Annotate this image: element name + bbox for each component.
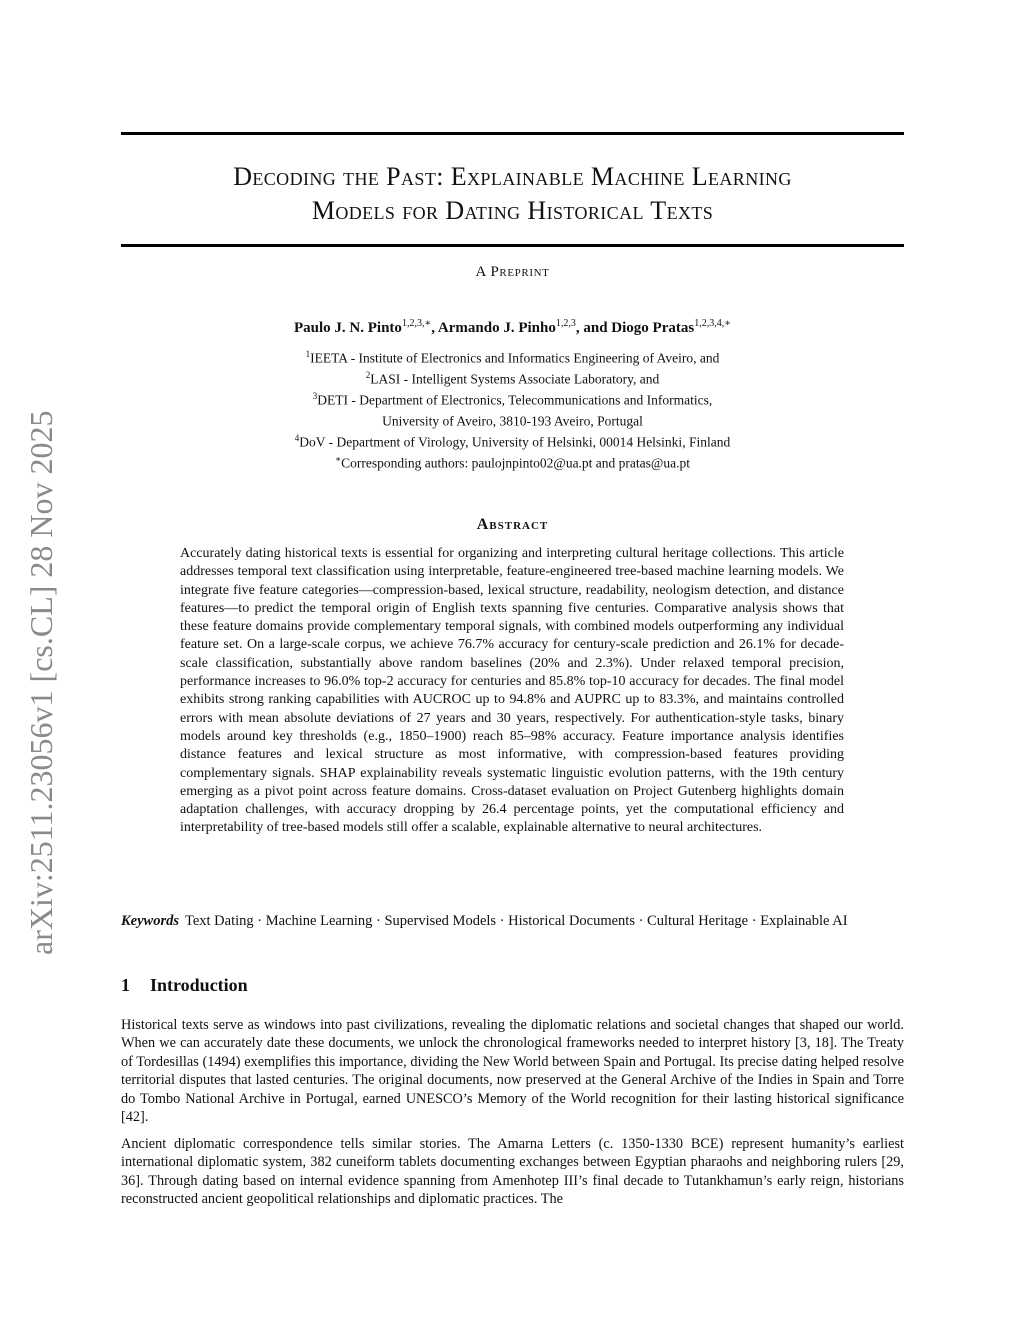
title-line-2: Models for Dating Historical Texts: [311, 196, 714, 225]
affiliation-text: DETI - Department of Electronics, Telecommunications and Informatics,: [317, 392, 713, 408]
title-line-1: Decoding the Past: Explainable Machine Learning: [233, 162, 792, 191]
arxiv-identifier: arXiv:2511.23056v1 [cs.CL] 28 Nov 2025: [23, 410, 59, 955]
title-rule-bottom: [121, 244, 904, 247]
keywords-label: Keywords: [121, 913, 179, 929]
affiliation-text: University of Aveiro, 3810-193 Aveiro, Portugal: [382, 413, 643, 429]
section-title: Introduction: [150, 975, 248, 995]
body-paragraph: Ancient diplomatic correspondence tells similar stories. The Amarna Letters (c. 1350-1330 BCE) represent humanity’s earliest international diplomatic system, 382 cuneiform tablets documenting exchanges between Egyptian pharaohs and neighboring rulers [29, 36]. Through dating based on internal evidence spanning from Amenhotep III’s final decade to Tutankhamun’s early reign, historians reconstructed ancient geopolitical relationships and diplomatic practices. The: [121, 1136, 904, 1208]
abstract-heading: Abstract: [476, 516, 549, 533]
author-separator: ,: [431, 320, 438, 336]
affiliations: [121, 346, 904, 472]
keywords-list: Text Dating · Machine Learning · Supervised Models · Historical Documents · Cultural Heritage · Explainable AI: [185, 913, 848, 929]
body-paragraph: Historical texts serve as windows into past civilizations, revealing the diplomatic relations and societal changes that shaped our world. When we can accurately date these documents, we unlock the chronological frameworks needed to interpret history [3, 18]. The Treaty of Tordesillas (1494) exemplifies this importance, dividing the New World between Spain and Portugal. Its precise dating helped resolve territorial disputes that lasted centuries. The original documents, now preserved at the General Archive of the Indies in Spain and Torre do Tombo National Archive in Portugal, earned UNESCO’s Memory of the World recognition for their lasting historical significance [42].: [121, 1017, 904, 1126]
author-affil-marks: 1,2,3,∗: [401, 318, 432, 329]
affiliation-line: [121, 451, 904, 472]
affiliation-line: [121, 346, 904, 367]
author-name: Armando J. Pinho: [437, 320, 556, 336]
affiliation-text: LASI - Intelligent Systems Associate Laboratory, and: [370, 371, 660, 387]
author-name: Paulo J. N. Pinto: [294, 320, 402, 336]
section-number: 1: [121, 975, 130, 995]
affiliation-mark: ∗: [335, 454, 342, 464]
affiliation-text: DoV - Department of Virology, University of Helsinki, 00014 Helsinki, Finland: [299, 434, 731, 450]
affiliation-mark: 3: [312, 391, 318, 401]
author-affil-marks: 1,2,3,4,∗: [694, 318, 731, 329]
affiliation-mark: 1: [305, 349, 311, 359]
author-list: [121, 318, 904, 337]
affiliation-mark: 4: [294, 433, 300, 443]
affiliation-line: [121, 388, 904, 409]
preprint-label: A Preprint: [475, 264, 550, 280]
affiliation-text: IEETA - Institute of Electronics and Informatics Engineering of Aveiro, and: [310, 350, 720, 366]
affiliation-line: [121, 367, 904, 388]
affiliation-line: [121, 430, 904, 451]
affiliation-line: [121, 409, 904, 430]
author-separator: , and: [575, 320, 612, 336]
affiliation-mark: 2: [365, 370, 371, 380]
abstract-body: Accurately dating historical texts is essential for organizing and interpreting cultural heritage collections. This article addresses temporal text classification using interpretable, feature-engineered tree-based machine learning models. We integrate five feature categories—compression-based, lexical structure, readability, neologism detection, and distance features—to predict the temporal origin of English texts spanning five centuries. Comparative analysis shows that these feature domains provide complementary temporal signals, with combined models outperforming any individual feature set. On a large-scale corpus, we achieve 76.7% accuracy for century-scale prediction and 26.1% for decade-scale classification, substantially above random baselines (20% and 2.3%). Under relaxed temporal precision, performance increases to 96.0% top-2 accuracy for centuries and 85.8% top-10 accuracy for decades. The final model exhibits strong ranking capabilities with AUCROC up to 94.8% and AUPRC up to 83.3%, and maintains controlled errors with mean absolute deviations of 27 years and 30 years, respectively. For authentication-style tasks, binary models around key thresholds (e.g., 1850–1900) reach 85–98% accuracy. Feature importance analysis identifies distance features and lexical structure as most informative, with compression-based features providing complementary signals. SHAP explainability reveals systematic linguistic evolution patterns, with the 19th century emerging as a pivot point across feature domains. Cross-dataset evaluation on Project Gutenberg highlights domain adaptation challenges, with accuracy dropping by 26.4 percentage points, yet the computational efficiency and interpretability of tree-based models still offer a scalable, explainable alternative to neural architectures.: [180, 546, 844, 836]
title-rule-top: [121, 132, 904, 135]
author-affil-marks: 1,2,3: [555, 318, 576, 329]
paper-title: [121, 160, 904, 228]
author-name: Diogo Pratas: [611, 320, 695, 336]
keywords: [121, 912, 881, 930]
section-heading: [121, 975, 248, 996]
corresponding-authors: Corresponding authors: paulojnpinto02@ua.pt and pratas@ua.pt: [341, 455, 690, 471]
